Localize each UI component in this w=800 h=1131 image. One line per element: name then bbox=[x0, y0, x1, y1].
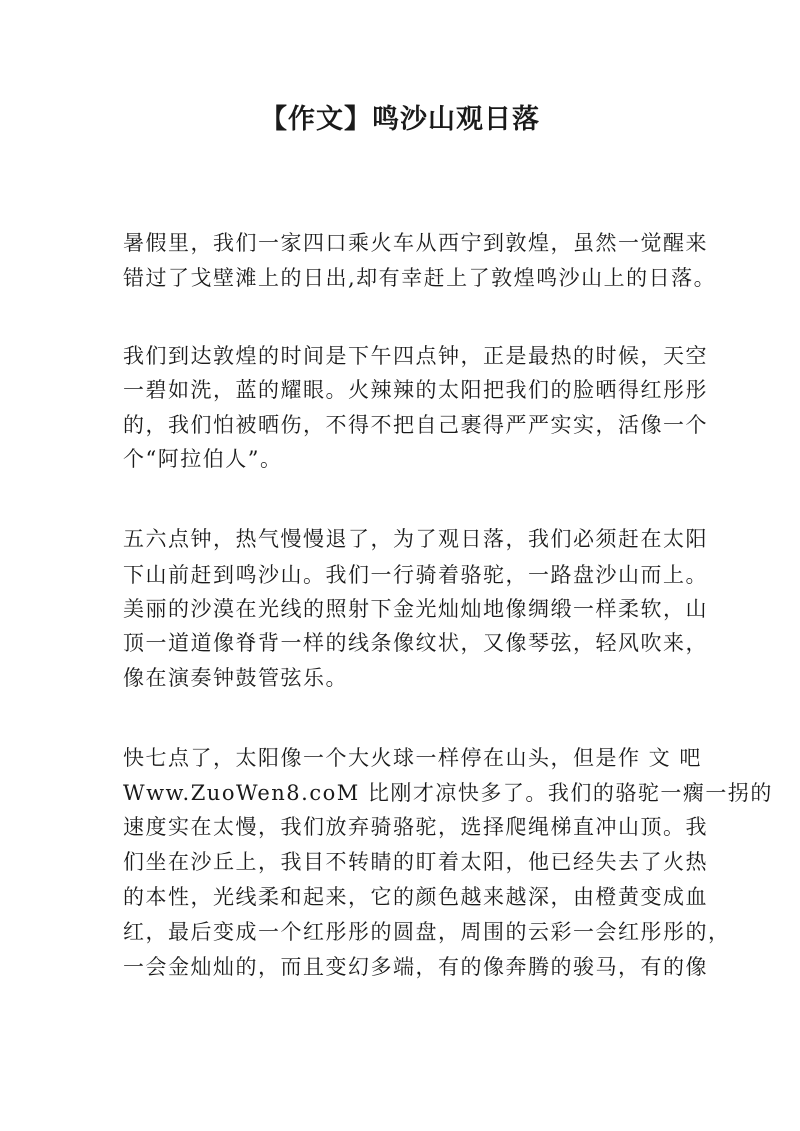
paragraph-1-line-1: 暑假里，我们一家四口乘火车从西宁到敦煌，虽然一觉醒来 bbox=[123, 231, 708, 255]
paragraph-1-line-2: 错过了戈壁滩上的日出,却有幸赶上了敦煌鸣沙山上的日落。 bbox=[123, 266, 717, 290]
paragraph-2-line-2: 一碧如洗，蓝的耀眼。火辣辣的太阳把我们的脸晒得红彤彤 bbox=[123, 378, 708, 402]
paragraph-2-line-3: 的，我们怕被晒伤，不得不把自己裹得严严实实，活像一个 bbox=[123, 413, 708, 437]
paragraph-4-line-7: 一会金灿灿的，而且变幻多端，有的像奔腾的骏马，有的像 bbox=[123, 955, 708, 979]
paragraph-4-line-3: 速度实在太慢，我们放弃骑骆驼，选择爬绳梯直冲山顶。我 bbox=[123, 815, 708, 839]
paragraph-3-line-2: 下山前赶到鸣沙山。我们一行骑着骆驼，一路盘沙山而上。 bbox=[123, 563, 708, 587]
paragraph-4-line-6: 红，最后变成一个红彤彤的圆盘，周围的云彩一会红彤彤的， bbox=[123, 920, 731, 944]
paragraph-3-line-1: 五六点钟，热气慢慢退了，为了观日落，我们必须赶在太阳 bbox=[123, 527, 708, 551]
paragraph-2-line-1: 我们到达敦煌的时间是下午四点钟，正是最热的时候，天空 bbox=[123, 344, 708, 368]
paragraph-3-line-4: 顶一道道像脊背一样的线条像纹状，又像琴弦，轻风吹来， bbox=[123, 631, 708, 655]
paragraph-3-line-5: 像在演奏钟鼓管弦乐。 bbox=[123, 666, 348, 690]
paragraph-4-line-5: 的本性，光线柔和起来，它的颜色越来越深，由橙黄变成血 bbox=[123, 885, 708, 909]
paragraph-4-line-4: 们坐在沙丘上，我目不转睛的盯着太阳，他已经失去了火热 bbox=[123, 850, 708, 874]
paragraph-2-line-4: 个“阿拉伯人”。 bbox=[123, 447, 283, 471]
paragraph-3-line-3: 美丽的沙漠在光线的照射下金光灿灿地像绸缎一样柔软，山 bbox=[123, 597, 708, 621]
page-title: 【作文】鸣沙山观日落 bbox=[260, 104, 540, 135]
paragraph-4-line-2: Www.ZuoWen8.coM 比刚才凉快多了。我们的骆驼一瘸一拐的 bbox=[123, 781, 773, 805]
paragraph-4-line-1: 快七点了，太阳像一个大火球一样停在山头，但是作 文 吧 bbox=[123, 746, 702, 770]
